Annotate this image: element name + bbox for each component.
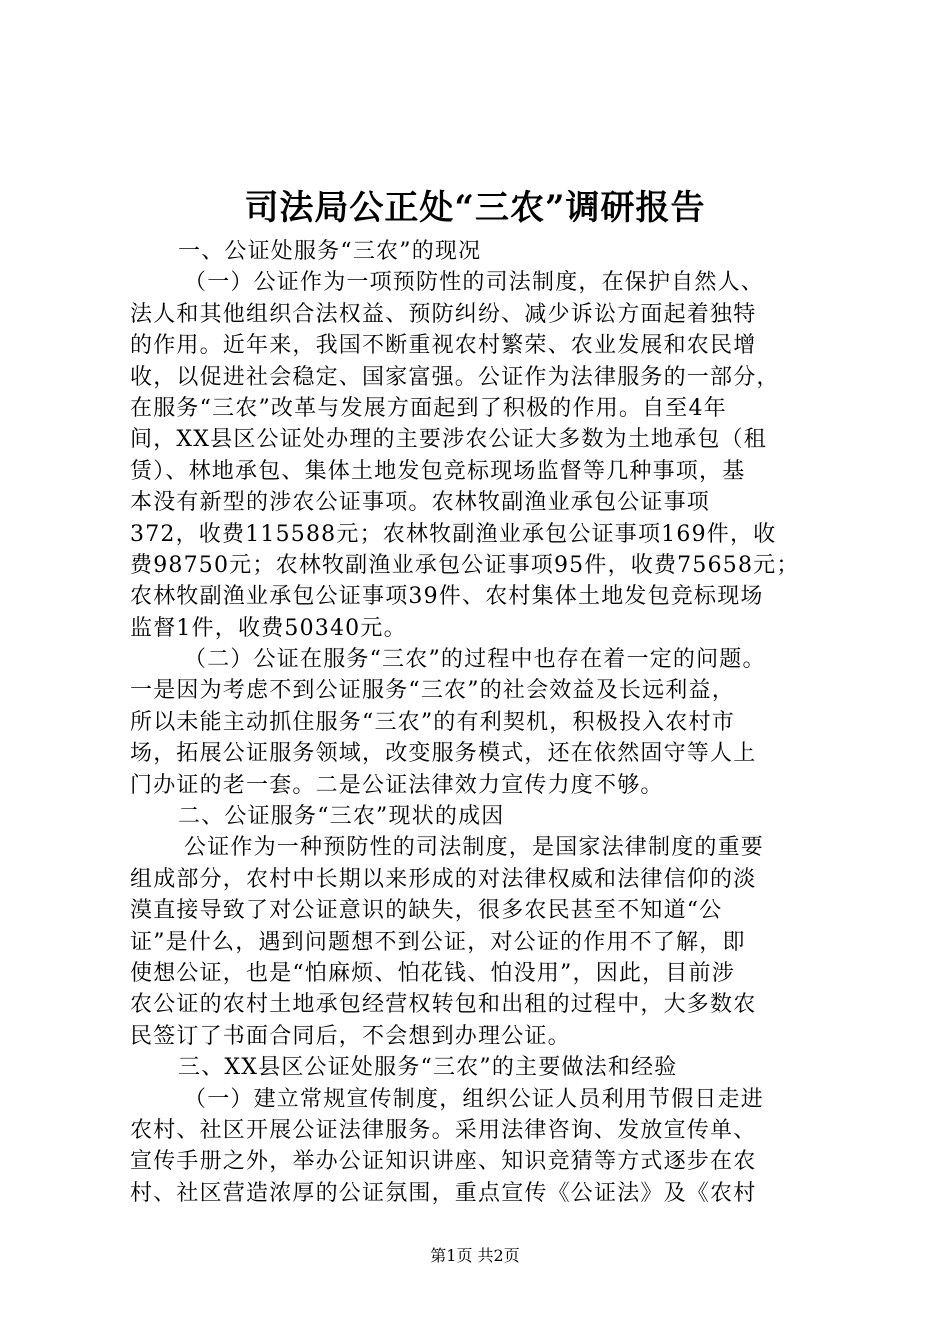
text-line: 证”是什么，遇到问题想不到公证，对公证的作用不了解，即 <box>130 929 746 955</box>
text-line: 赁）、林地承包、集体土地发包竞标现场监督等几种事项，基 <box>130 458 746 484</box>
text-line: 收，以促进社会稳定、国家富强。公证作为法律服务的一部分， <box>130 364 780 390</box>
text-line: 漠直接导致了对公证意识的缺失，很多农民甚至不知道“公 <box>130 898 723 924</box>
text-line: 一是因为考虑不到公证服务“三农”的社会效益及长远利益， <box>130 678 735 704</box>
document-title: 司法局公正处“三农”调研报告 <box>244 188 706 228</box>
text-line: 民签订了书面合同后，不会想到办理公证。 <box>130 1023 571 1049</box>
text-line: 使想公证，也是“怕麻烦、怕花钱、怕没用”，因此，目前涉 <box>130 960 735 986</box>
text-line: 所以未能主动抓住服务“三农”的有利契机，积极投入农村市 <box>130 709 735 735</box>
text-line: 间，XX县区公证处办理的主要涉农公证大多数为土地承包（租 <box>130 427 767 453</box>
text-line: 费98750元；农林牧副渔业承包公证事项95件，收费75658元； <box>130 552 800 578</box>
section-heading: 三、XX县区公证处服务“三农”的主要做法和经验 <box>178 1055 678 1081</box>
text-line: 组成部分，农村中长期以来形成的对法律权威和法律信仰的淡 <box>130 866 757 892</box>
text-line: 门办证的老一套。二是公证法律效力宣传力度不够。 <box>130 772 664 798</box>
section-heading: 二、公证服务“三农”现状的成因 <box>178 804 505 830</box>
text-line: （一）公证作为一项预防性的司法制度，在保护自然人、 <box>184 270 765 296</box>
text-line: 在服务“三农”改革与发展方面起到了积极的作用。自至4年 <box>130 395 727 421</box>
text-line: 公证作为一种预防性的司法制度，是国家法律制度的重要 <box>184 835 765 861</box>
section-heading: 一、公证处服务“三农”的现况 <box>178 239 482 264</box>
text-line: 场，拓展公证服务领域，改变服务模式，还在依然固守等人上 <box>130 741 757 767</box>
text-line: 农林牧副渔业承包公证事项39件、农村集体土地发包竞标现场 <box>130 584 764 610</box>
text-line: 农村、社区开展公证法律服务。采用法律咨询、发放宣传单、 <box>130 1117 757 1143</box>
text-line: 本没有新型的涉农公证事项。农林牧副渔业承包公证事项 <box>130 490 711 516</box>
document-body <box>130 236 830 1209</box>
text-line: （一）建立常规宣传制度，组织公证人员利用节假日走进 <box>184 1086 765 1112</box>
text-line: 村、社区营造浓厚的公证氛围，重点宣传《公证法》及《农村 <box>130 1180 757 1206</box>
text-line: （二）公证在服务“三农”的过程中也存在着一定的问题。 <box>184 647 766 673</box>
text-line: 监督1件，收费50340元。 <box>130 615 407 641</box>
text-line: 的作用。近年来，我国不断重视农村繁荣、农业发展和农民增 <box>130 333 757 359</box>
text-line: 农公证的农村土地承包经营权转包和出租的过程中，大多数农 <box>130 992 757 1018</box>
text-line: 法人和其他组织合法权益、预防纠纷、减少诉讼方面起着独特 <box>130 301 757 327</box>
page-footer: 第1页 共2页 <box>430 1246 520 1265</box>
text-line: 宣传手册之外，举办公证知识讲座、知识竞猜等方式逐步在农 <box>130 1149 757 1175</box>
text-line: 372，收费115588元；农林牧副渔业承包公证事项169件，收 <box>130 521 777 547</box>
